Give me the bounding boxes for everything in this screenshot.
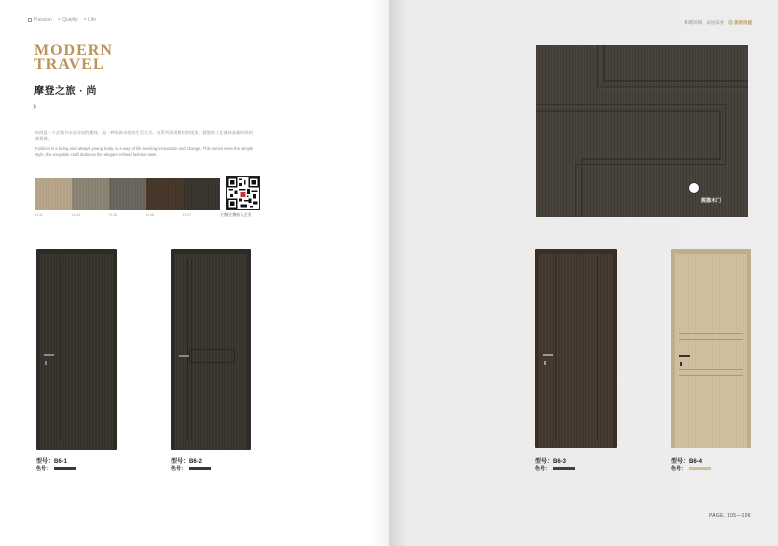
swatch [35,178,72,210]
door-panel [40,254,113,450]
color-chip [189,467,211,470]
door-handle [179,355,189,357]
color-row [36,465,76,472]
door-b6-4 [671,249,751,448]
intro-chinese: 时尚是一个活着并永远年轻的躯体，是一种求新求变的生活方式。这系列采用简约的线条，精湛的工艺演绎高雅时尚的新格调。 [35,130,253,141]
door-handle [44,354,54,356]
groove-line [679,333,743,334]
header-item: 和谐环保 [684,20,703,25]
color-label: 色号： [535,466,551,472]
swatch-label: H-15 [109,213,118,217]
groove-line [679,375,743,376]
inset-panel [189,349,235,363]
color-row [671,465,711,472]
wood-pattern [536,45,748,217]
door-b6-1 [36,249,117,450]
color-row [171,465,211,472]
groove-line [187,259,188,440]
swatch [183,178,220,210]
door-b6-2 [171,249,251,450]
door-handle [543,354,553,356]
color-chip [689,467,711,470]
brand-line: TRAVEL [34,56,105,73]
swatch [109,178,146,210]
model-label: 型号：B6-2 [171,459,203,465]
swatch-label: H-11 [35,213,43,217]
color-label: 色号： [171,466,187,472]
header-item: 安居乐业 [706,20,725,25]
spine-shadow [370,0,389,546]
chevron-right-icon: › [33,101,37,112]
intro-text [35,130,255,162]
groove-line [679,369,743,370]
groove-line [60,259,61,440]
door-handle [679,355,690,357]
swatch [72,178,109,210]
brand-line: MODERN [34,42,113,59]
swatch [146,178,183,210]
qr-code-icon[interactable] [226,176,260,210]
door-lock [680,362,682,366]
color-row [535,465,575,472]
header-brand: ◎ 美居房屋 [728,20,752,25]
square-icon [28,18,32,22]
groove-line [679,339,743,340]
swatch-label: H-16 [146,213,155,217]
door-lock [544,361,546,365]
wood-sample-image [536,45,748,217]
model-label: 型号：B6-1 [36,459,68,465]
logo-text: 熊猫木门 [701,198,722,204]
door-lock [45,361,47,365]
top-nav [28,17,96,23]
door-panel [539,254,613,448]
chinese-title: 摩登之旅 · 尚 [34,86,97,97]
groove-line [555,257,556,440]
door-b6-3 [535,249,617,448]
swatch-label: H-12 [72,213,81,217]
page-number: PAGE. 105—106 [709,513,751,519]
swatch-label: H-17 [183,213,192,217]
color-label: 色号： [36,466,52,472]
right-header [684,20,752,26]
color-label: 色号： [671,466,687,472]
intro-english: Fashion is a living and always young body, is a way of life seeking innovation and change. This series uses the simple style, the exquisite craft deduces the elegant refined fashion taste. [35,146,254,157]
color-swatches [35,178,220,210]
groove-line [597,257,598,440]
panda-logo-icon [688,182,700,194]
color-chip [553,467,575,470]
door-panel [675,254,747,448]
color-chip [54,467,76,470]
nav-item: × Quality [57,17,78,23]
model-label: 型号：B6-4 [671,459,703,465]
brand-title [34,44,113,72]
nav-item: × Life [83,17,97,23]
swatch-labels [35,213,220,217]
nav-item: Passion [28,17,52,23]
model-label: 型号：B6-3 [535,459,567,465]
qr-caption: 扫描左侧加入企业 [221,213,252,217]
